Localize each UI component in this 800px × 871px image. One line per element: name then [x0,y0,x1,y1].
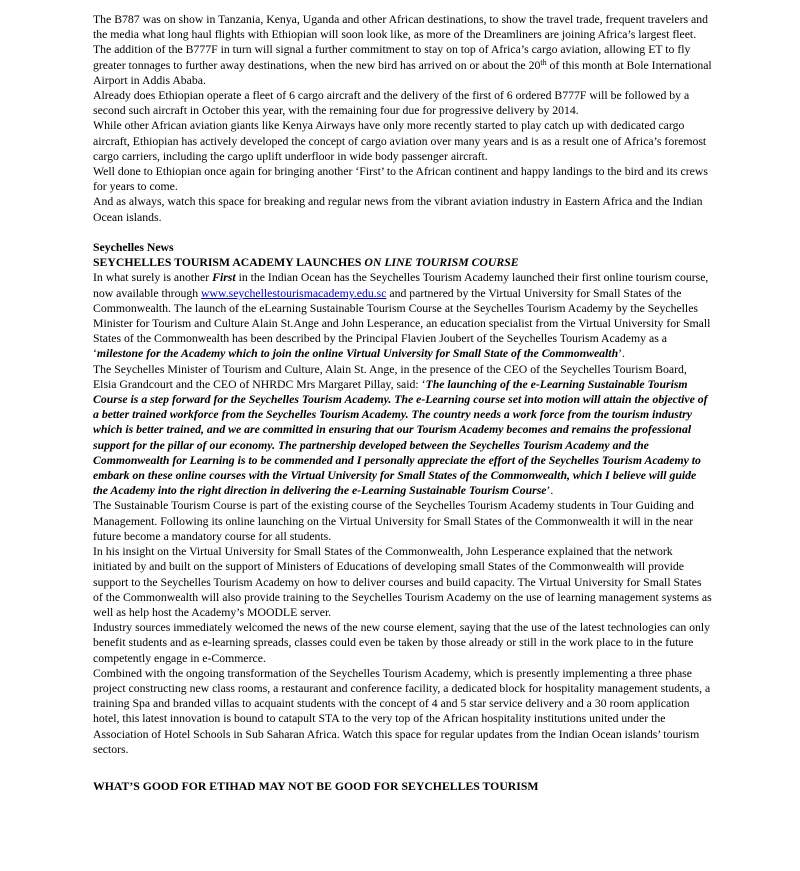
document-page [93,12,713,794]
article-paragraph-3: The Sustainable Tourism Course is part of the existing course of the Seychelles Tourism Academy students in Tour Guiding and Management. Following its online launching on the Virtual University for Small States of the Commonwealth it will in the near future become a mandatory course for all students. [93,499,694,543]
p1-first: First [212,271,236,285]
p1-text-b: in the Indian Ocean has the Seychelles Tourism Academy launched their first online tourism course, now available through [93,271,709,300]
intro-paragraph-6: And as always, watch this space for breaking and regular news from the vibrant aviation industry in Eastern Africa and the Indian Ocean islands. [93,195,703,224]
intro-p2-text-end: of this month at Bole International Airport in Addis Ababa. [93,58,712,87]
section-label: Seychelles News [93,241,174,255]
spacer [93,757,713,779]
article-paragraph-1 [93,270,713,361]
article-paragraph-6: Combined with the ongoing transformation of the Seychelles Tourism Academy, which is presently implementing a three phase project constructing new class rooms, a restaurant and conference facility, a dedicated block for hospitality management students, a training Spa and branded villas to acquaint students with the concept of 4 and 5 star service delivery and a 30 room application hotel, this latest innovation is bound to catapult STA to the very top of the African hospitality institutions united under the Association of Hotel Schools in Sub Saharan Africa. Watch this space for regular updates from the Indian Ocean islands’ tourism sectors. [93,666,711,756]
minister-quote: The launching of the e-Learning Sustainable Tourism Course is a step forward for the Seychelles Tourism Academy. The e-Learning course set into motion will attain the objective of a better trained workforce from the Seychelles Tourism Academy. The country needs a work force from the tourism industry which is better trained, and we are committed in ensuring that our Tourism Academy becomes and remains the professional support for the pillar of our economy. The partnership developed between the Seychelles Tourism Academy and the Commonwealth for Learning is to be commended and I personally appreciate the effort of the Seychelles Tourism Academy to embark on these online courses with the Virtual University for Small States of the Commonwealth, which I believe will guide the Academy into the right direction in delivering the e-Learning Sustainable Tourism Course [93,377,708,498]
article-headline [93,255,713,270]
p2-end: ’. [546,484,554,498]
next-article-headline: WHAT’S GOOD FOR ETIHAD MAY NOT BE GOOD FOR SEYCHELLES TOURISM [93,779,539,793]
intro-paragraph-2 [93,42,713,88]
p1-text-c: and partnered by the Virtual University for Small States of the Commonwealth. The launch of the eLearning Sustainable Tourism Course at the Seychelles Tourism Academy by the Seychelles Minister for Tourism and Culture Alain St.Ange and John Lesperance, an education specialist from the Virtual University for Small States of the Commonwealth has been described by the Principal Flavien Joubert of the Seychelles Tourism Academy as a ‘ [93,286,711,361]
headline-text: SEYCHELLES TOURISM ACADEMY LAUNCHES [93,256,365,270]
p1-quote: milestone for the Academy which to join the online Virtual University for Small State of the Commonwealth [96,347,619,361]
intro-p2-text: The addition of the B777F in turn will signal a further commitment to stay on top of Africa’s cargo aviation, allowing ET to fly greater tonnages to further away destinations, when the new bird has arrived on or about the 20 [93,43,691,72]
article-paragraph-4: In his insight on the Virtual University for Small States of the Commonwealth, John Lesperance explained that the network initiated by and built on the support of Ministers of Educations of developing small States of the Commonwealth will provide support to the Seychelles Tourism Academy on how to deliver courses and build capacity. The Virtual University for Small States of the Commonwealth will also provide training to the Seychelles Tourism Academy on the use of learning management systems as well as help host the Academy’s MOODLE server. [93,545,712,619]
spacer [93,225,713,240]
headline-italic: ON LINE TOURISM COURSE [364,256,519,270]
p1-text-a: In what surely is another [93,271,213,285]
ordinal-suffix: th [540,57,547,67]
intro-paragraph-1: The B787 was on show in Tanzania, Kenya, Uganda and other African destinations, to show the travel trade, frequent travelers and the media what long haul flights with Ethiopian will soon look like, as more of the Dreamliners are joining Africa’s largest fleet. [93,13,708,42]
article-paragraph-2 [93,362,713,499]
intro-paragraph-4: While other African aviation giants like Kenya Airways have only more recently started to play catch up with dedicated cargo aircraft, Ethiopian has actively developed the concept of cargo aviation over many years and is as a result one of Africa’s foremost cargo carriers, including the cargo uplift underfloor in wide body passenger aircraft. [93,119,707,163]
article-paragraph-5: Industry sources immediately welcomed the news of the new course element, saying that the use of the latest technologies can only benefit students and as e-learning spreads, classes could even be taken by those already or still in the work place to in the future competently engage in e-Commerce. [93,621,711,665]
intro-paragraph-5: Well done to Ethiopian once again for bringing another ‘First’ to the African continent and happy landings to the bird and its crews for years to come. [93,165,708,194]
p2-text-a: The Seychelles Minister of Tourism and Culture, Alain St. Ange, in the presence of the CEO of the Seychelles Tourism Board, Elsia Grandcourt and the CEO of NHRDC Mrs Margaret Pillay, said: ‘ [93,362,687,391]
p1-end: ’. [618,347,625,361]
academy-website-link[interactable]: www.seychellestourismacademy.edu.sc [201,286,387,300]
intro-paragraph-3: Already does Ethiopian operate a fleet of 6 cargo aircraft and the delivery of the first of 6 ordered B777F will be followed by a second such aircraft in October this year, with the remaining four due for progressive delivery by 2014. [93,89,690,118]
